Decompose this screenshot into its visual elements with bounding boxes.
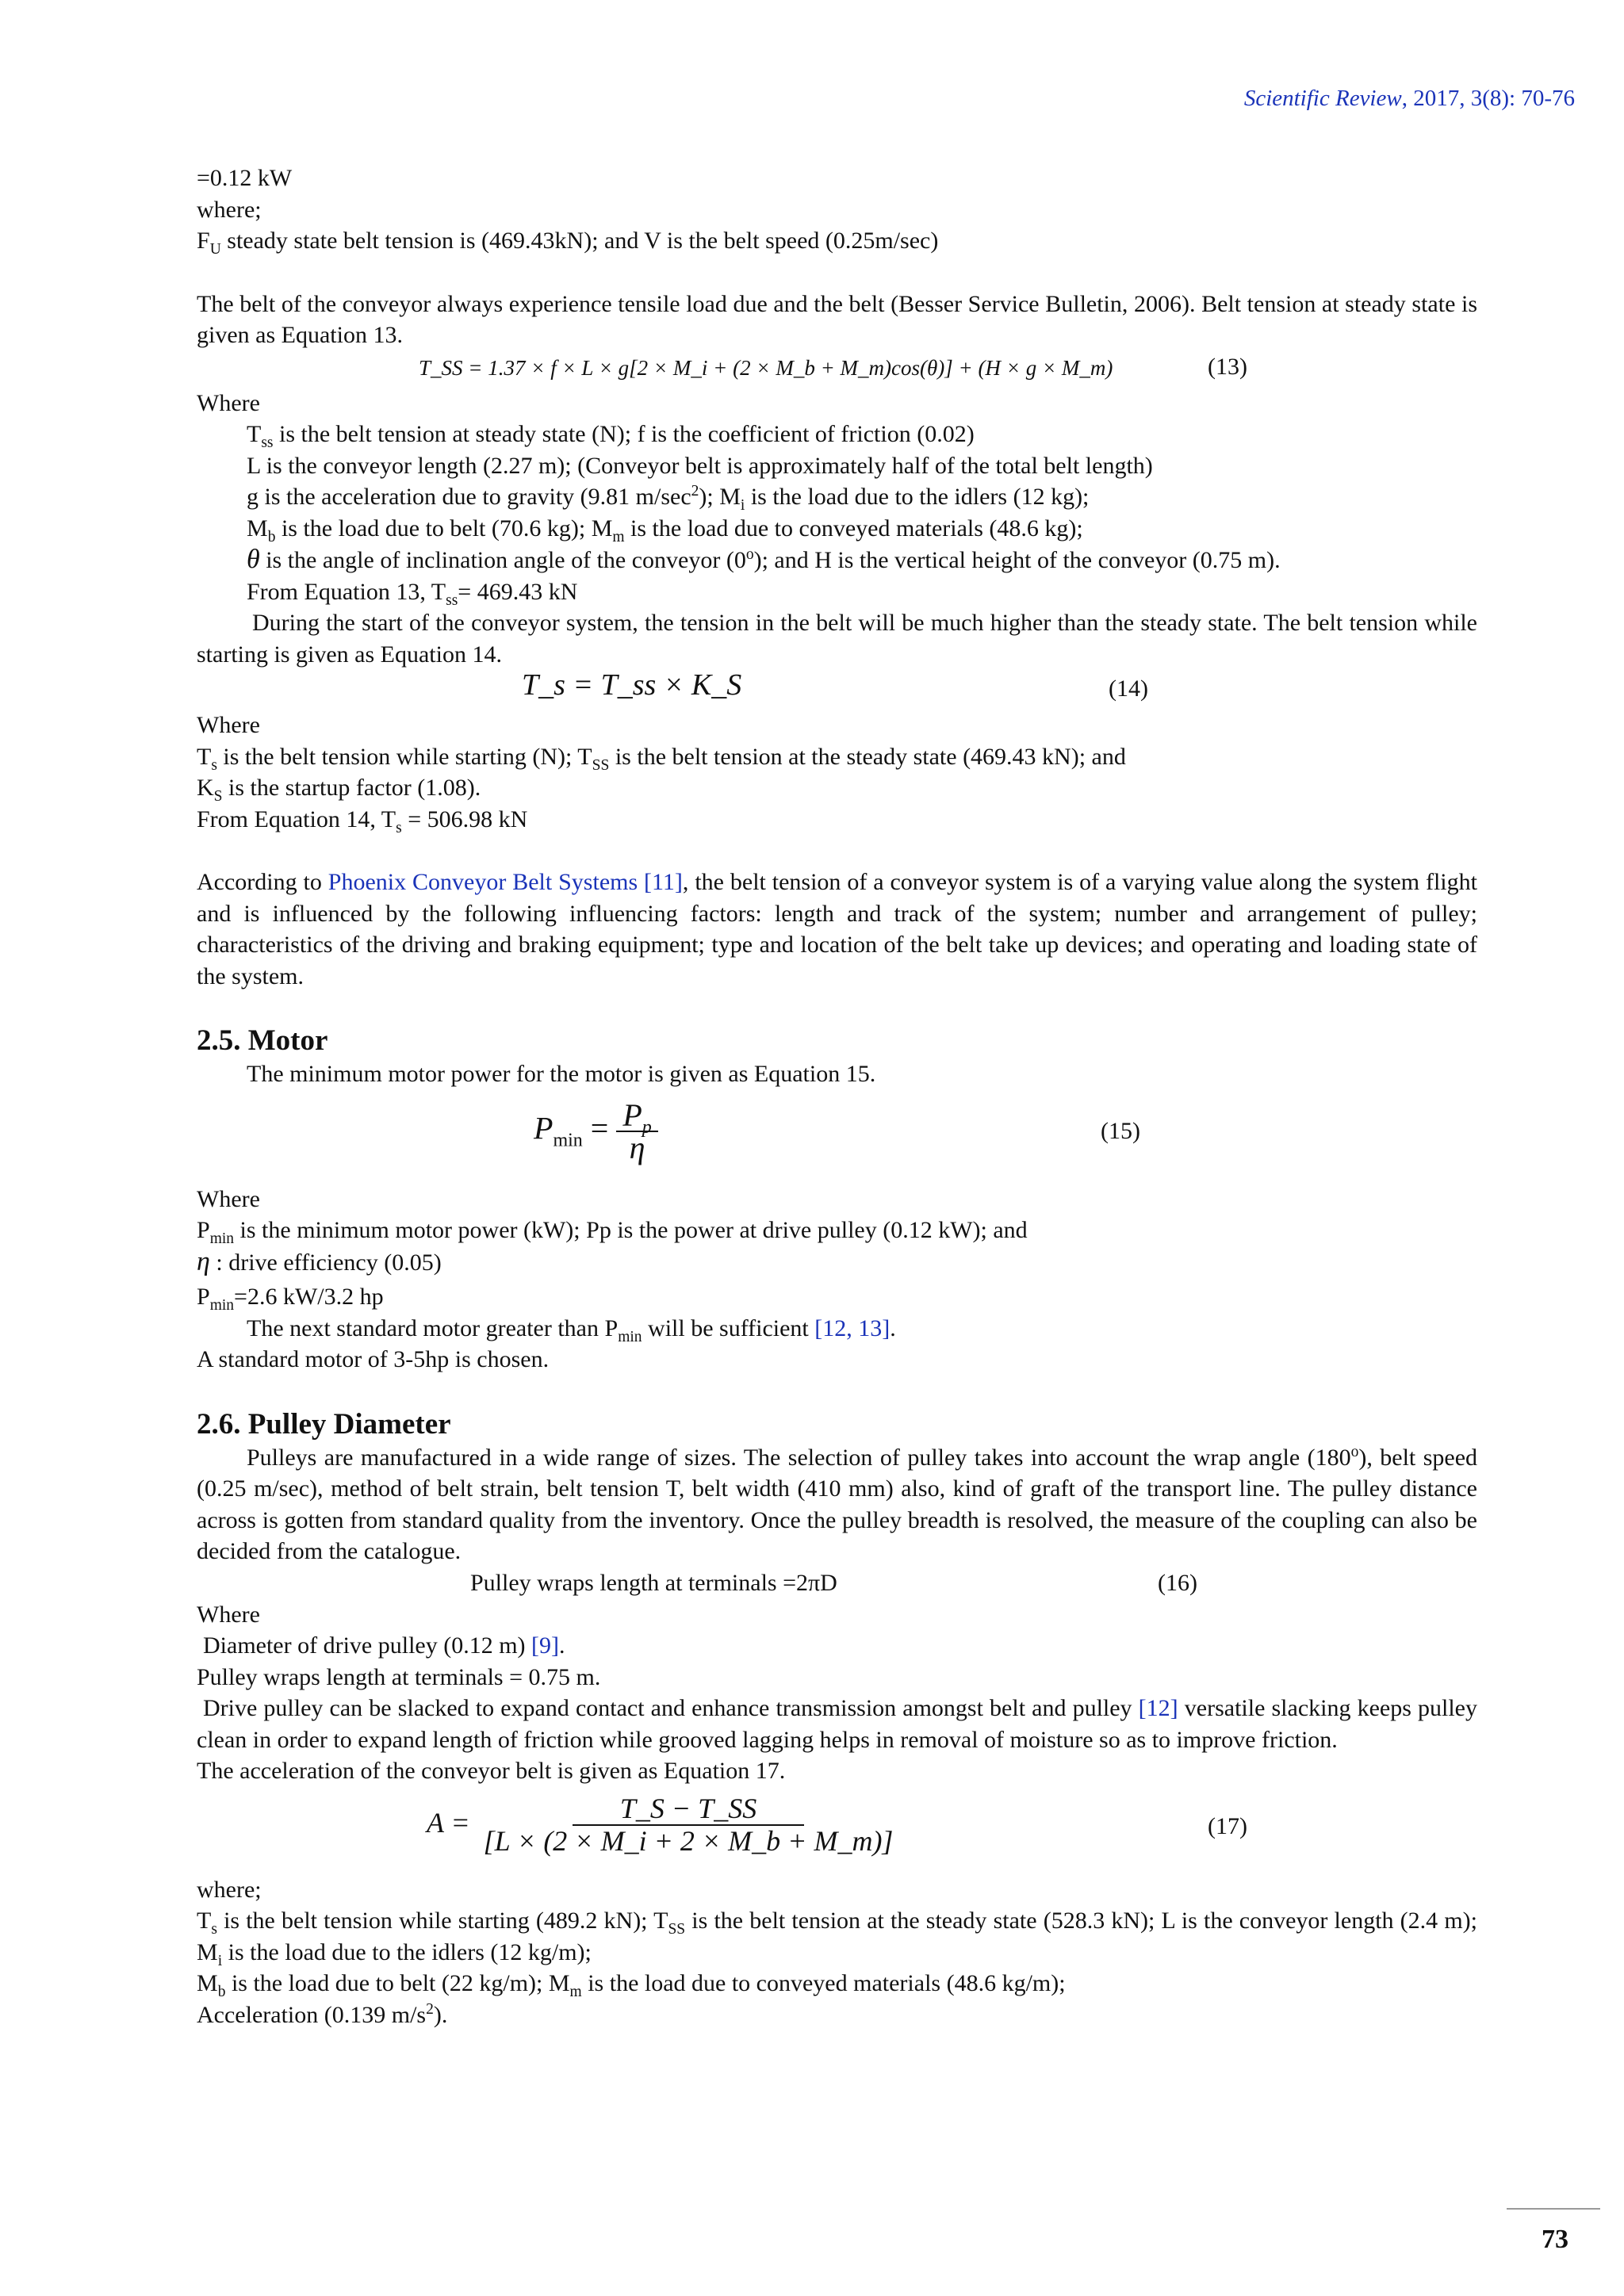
equation-16-row (197, 1567, 1477, 1599)
definition-mb: $M_b$ is the load due to belt (70.6 kg); $M_m$ is the load due to conveyed materials (48.6 kg); (247, 515, 1083, 545)
definition-mb-mm: $M_b$ is the load due to belt (22 kg/m); $M_m$ is the load due to conveyed materials (48.6 kg/m); (197, 1970, 1066, 2000)
page-number: 73 (1542, 2225, 1568, 2254)
equation-16-number: (16) (1158, 1569, 1197, 1596)
where-label: Where (197, 712, 260, 738)
paragraph-slacking: Drive pulley can be slacked to expand contact and enhance transmission amongst belt and pulley [12] versatile slacking keeps pulley clean in order to expand length of friction while grooved lagging helps in removal of moisture so as to improve friction. (197, 1695, 1477, 1753)
paragraph-belt-tension: The belt of the conveyor always experience tensile load due and the belt (Besser Service Bulletin, 2006). Belt tension at steady state is given as Equation 13. (197, 290, 1477, 348)
motor-intro: The minimum motor power for the motor is given as Equation 15. (247, 1061, 876, 1087)
acceleration-intro: The acceleration of the conveyor belt is given as Equation 17. (197, 1758, 786, 1784)
equation-13-row (197, 351, 1477, 388)
equation-15: $P_{min}$ = $\frac{P_p}{\eta}$ (534, 1100, 658, 1164)
where-label: Where (197, 1185, 260, 1212)
footer-divider (1507, 2208, 1600, 2210)
where-label: where; (197, 196, 262, 223)
definition-g: g is the acceleration due to gravity (9.81 $m/\sec^2$); $M_i$ is the load due to the idlers (12 kg); (247, 483, 1090, 514)
citation-link-9[interactable]: [9] (531, 1632, 560, 1659)
result-line: =0.12 kW (197, 165, 293, 191)
where-label: Where (197, 389, 260, 416)
equation-14: T_s = T_ss × K_S (522, 668, 742, 702)
definition-diameter: Diameter of drive pulley (0.12 m) [9]. (203, 1632, 565, 1659)
definition-ts: $T_s$ is the belt tension while starting (N); $T_{SS}$ is the belt tension at the steady state (469.43 kN); and (197, 743, 1126, 774)
equation-15-row (197, 1090, 1477, 1184)
result-pmin: $P_{min}=2.6$ kW/3.2 hp (197, 1284, 384, 1314)
section-heading-pulley: 2.6. Pulley Diameter (197, 1407, 451, 1441)
definition-ks: $K_S$ is the startup factor (1.08). (197, 775, 481, 805)
where-label: where; (197, 1876, 262, 1903)
paragraph-start-tension: During the start of the conveyor system, the tension in the belt will be much higher than the steady state. The belt tension while starting is given as Equation 14. (197, 610, 1477, 668)
paragraph-pulleys: Pulleys are manufactured in a wide range of sizes. The selection of pulley takes into account the wrap angle (180$^o$), belt speed (0.25 m/sec), method of belt strain, belt tension T, belt width (410 mm) also, kind of graft of the transport line. The pulley distance across is gotten from standard quality from the inventory. Once the pulley breadth is resolved, the measure of the coupling can also be decided from the catalogue. (197, 1443, 1478, 1564)
definition-acceleration-terms: $T_s$ is the belt tension while starting (489.2 kN); $T_{SS}$ is the belt tension at the steady state (528.3 kN); L is the conveyor length (2.4 m); $M_i$ is the load due to the idlers (12 kg/m); (197, 1908, 1477, 1969)
definition-eta: η : drive efficiency (0.05) (197, 1246, 442, 1276)
section-heading-motor: 2.5. Motor (197, 1024, 328, 1057)
equation-16: Pulley wraps length at terminals =2πD (470, 1569, 837, 1596)
definition-theta: θ is the angle of inclination angle of the conveyor (0$^o$); and H is the vertical height of the conveyor (0.75 m). (247, 545, 1281, 574)
equation-13: T_SS = 1.37 × f × L × g[2 × M_i + (2 × M_b + M_m)cos(θ)] + (H × g × M_m) (419, 355, 1113, 380)
result-tss: From Equation 13, $T_{ss}= 469.43$ kN (247, 578, 578, 609)
citation-link-11[interactable]: Phoenix Conveyor Belt Systems [11] (327, 869, 683, 895)
definition-pmin: $P_{min}$ is the minimum motor power (kW); Pp is the power at drive pulley (0.12 kW); and (197, 1217, 1028, 1247)
body-text (197, 163, 1477, 2030)
equation-17-row (197, 1787, 1477, 1874)
paragraph-phoenix: According to Phoenix Conveyor Belt Systems [11], the belt tension of a conveyor system is of a varying value along the system flight and is influenced by the following influencing factors: length and track of the system; number and arrangement of pulley; characteristics of the driving and braking equipment; type and location of the belt take up devices; and operating and loading state of the system. (197, 869, 1477, 989)
where-label: Where (197, 1601, 260, 1628)
equation-14-number: (14) (1109, 675, 1148, 702)
definition-l: L is the conveyor length (2.27 m); (Conveyor belt is approximately half of the total belt length) (247, 452, 1153, 479)
equation-17-number: (17) (1208, 1812, 1247, 1839)
journal-name: Scientific Review (1243, 86, 1402, 111)
running-header (1244, 86, 1575, 112)
motor-selection-note: The next standard motor greater than $P_{min}$ will be sufficient [12, 13]. (247, 1314, 896, 1345)
definition-tss: $T_{ss}$ is the belt tension at steady state (N); f is the coefficient of friction (0.02) (247, 421, 975, 451)
citation-link-12-13[interactable]: [12, 13] (814, 1314, 891, 1341)
equation-13-number: (13) (1208, 353, 1247, 380)
result-ts: From Equation 14, $T_s = 506.98$ kN (197, 806, 528, 836)
equation-17: A = $\frac{T\_S - T\_SS}{[L \times (2 \times M\_i + 2 \times M\_b + M\_m)]}$ (427, 1792, 894, 1857)
equation-14-row (197, 670, 1477, 710)
citation-link-12[interactable]: [12] (1138, 1695, 1178, 1721)
result-wrap-length: Pulley wraps length at terminals = 0.75 m. (197, 1663, 601, 1690)
result-acceleration: Acceleration (0.139 $m/s^2$). (197, 2000, 448, 2028)
journal-citation: , 2017, 3(8): 70-76 (1401, 86, 1575, 111)
equation-15-number: (15) (1101, 1117, 1140, 1144)
motor-chosen: A standard motor of 3-5hp is chosen. (197, 1346, 550, 1372)
fu-definition: $F_U$ steady state belt tension is (469.43kN); and V is the belt speed (0.25m/sec) (197, 228, 939, 258)
